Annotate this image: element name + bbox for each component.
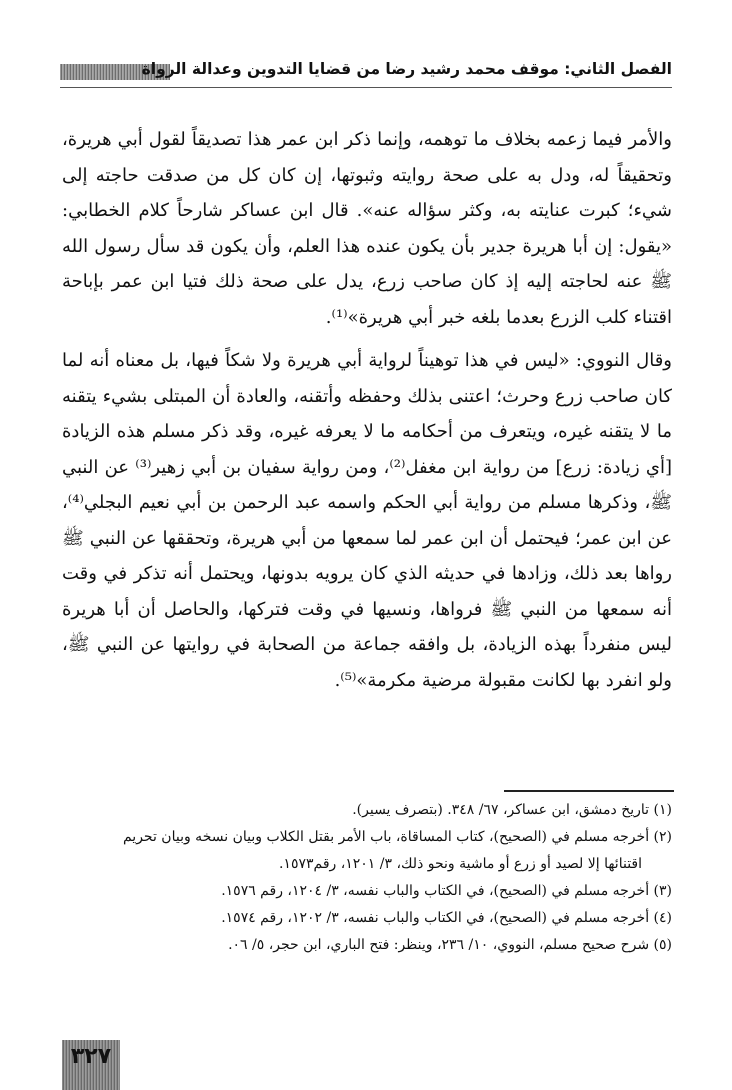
- footnote-2-continuation: اقتنائها إلا لصيد أو زرع أو ماشية ونحو ذلك، ٣/ ١٢٠١، رقم١٥٧٣.: [278, 856, 642, 872]
- page-number-box: [62, 1040, 120, 1090]
- page-number: ٣٢٧: [70, 1044, 112, 1069]
- footnote-separator: [504, 790, 674, 792]
- chapter-title: الفصل الثاني: موقف محمد رشيد رضا من قضايا التدوين وعدالة الرواة: [141, 60, 672, 78]
- footnote-1: (١) تاريخ دمشق، ابن عساكر، ٦٧/ ٣٤٨. (بتصرف يسير).: [352, 802, 672, 818]
- footnote-2: (٢) أخرجه مسلم في (الصحيح)، كتاب المساقاة، باب الأمر بقتل الكلاب وبيان نسخه وبيان تحريم: [122, 829, 672, 845]
- running-header: [60, 58, 672, 88]
- paragraph-1: والأمر فيما زعمه بخلاف ما توهمه، وإنما ذكر ابن عمر هذا تصديقاً لقول أبي هريرة، وتحقيقاً له، ودل به على صحة روايته وثبوتها، إن كان كل من صدقت حاجته إلى شيء؛ كبرت عنايته به، وكثر سؤاله عنه». قال ابن عساكر شارحاً كلام الخطابي: «يقول: إن أبا هريرة جدير بأن يكون عنده هذا العلم، وأن يكون قد سأل رسول الله ﷺ عنه لحاجته إليه إذ كان صاحب زرع، يدل على صحة ذلك فتيا ابن عمر بإباحة اقتناء كلب الزرع بعدما بلغه خبر أبي هريرة»⁽¹⁾.: [62, 129, 672, 328]
- footnote-4: (٤) أخرجه مسلم في (الصحيح)، في الكتاب والباب نفسه، ٣/ ١٢٠٢، رقم ١٥٧٤.: [221, 910, 672, 926]
- footnotes: [62, 797, 672, 959]
- header-rule: [60, 87, 672, 88]
- footnote-5: (٥) شرح صحيح مسلم، النووي، ١٠/ ٢٣٦، وينظر: فتح الباري، ابن حجر، ٥/ ٠٦.: [228, 937, 672, 953]
- footnote-3: (٣) أخرجه مسلم في (الصحيح)، في الكتاب والباب نفسه، ٣/ ١٢٠٤، رقم ١٥٧٦.: [221, 883, 672, 899]
- main-text: [62, 122, 672, 698]
- paragraph-2: وقال النووي: «ليس في هذا توهيناً لرواية أبي هريرة ولا شكاً فيها، بل معناه أنه لما كان صاحب زرع وحرث؛ اعتنى بذلك وحفظه وأتقنه، والعادة أن المبتلى بشيء يتقنه ما لا يتقنه غيره، ويتعرف من أحكامه ما لا يعرفه غيره، وقد ذكر مسلم هذه الزيادة [أي زيادة: زرع] من رواية ابن مغفل⁽²⁾، ومن رواية سفيان بن أبي زهير⁽³⁾ عن النبي ﷺ، وذكرها مسلم من رواية أبي الحكم واسمه عبد الرحمن بن أبي نعيم البجلي⁽⁴⁾، عن ابن عمر؛ فيحتمل أن ابن عمر لما سمعها من أبي هريرة، وتحققها عن النبي ﷺ رواها بعد ذلك، وزادها في حديثه الذي كان يرويه بدونها، ويحتمل أنه تذكر في وقت أنه سمعها من النبي ﷺ فرواها، ونسيها في وقت فتركها، والحاصل أن أبا هريرة ليس منفرداً بهذه الزيادة، بل وافقه جماعة من الصحابة في روايتها عن النبي ﷺ، ولو انفرد بها لكانت مقبولة مرضية مكرمة»⁽⁵⁾.: [62, 350, 673, 691]
